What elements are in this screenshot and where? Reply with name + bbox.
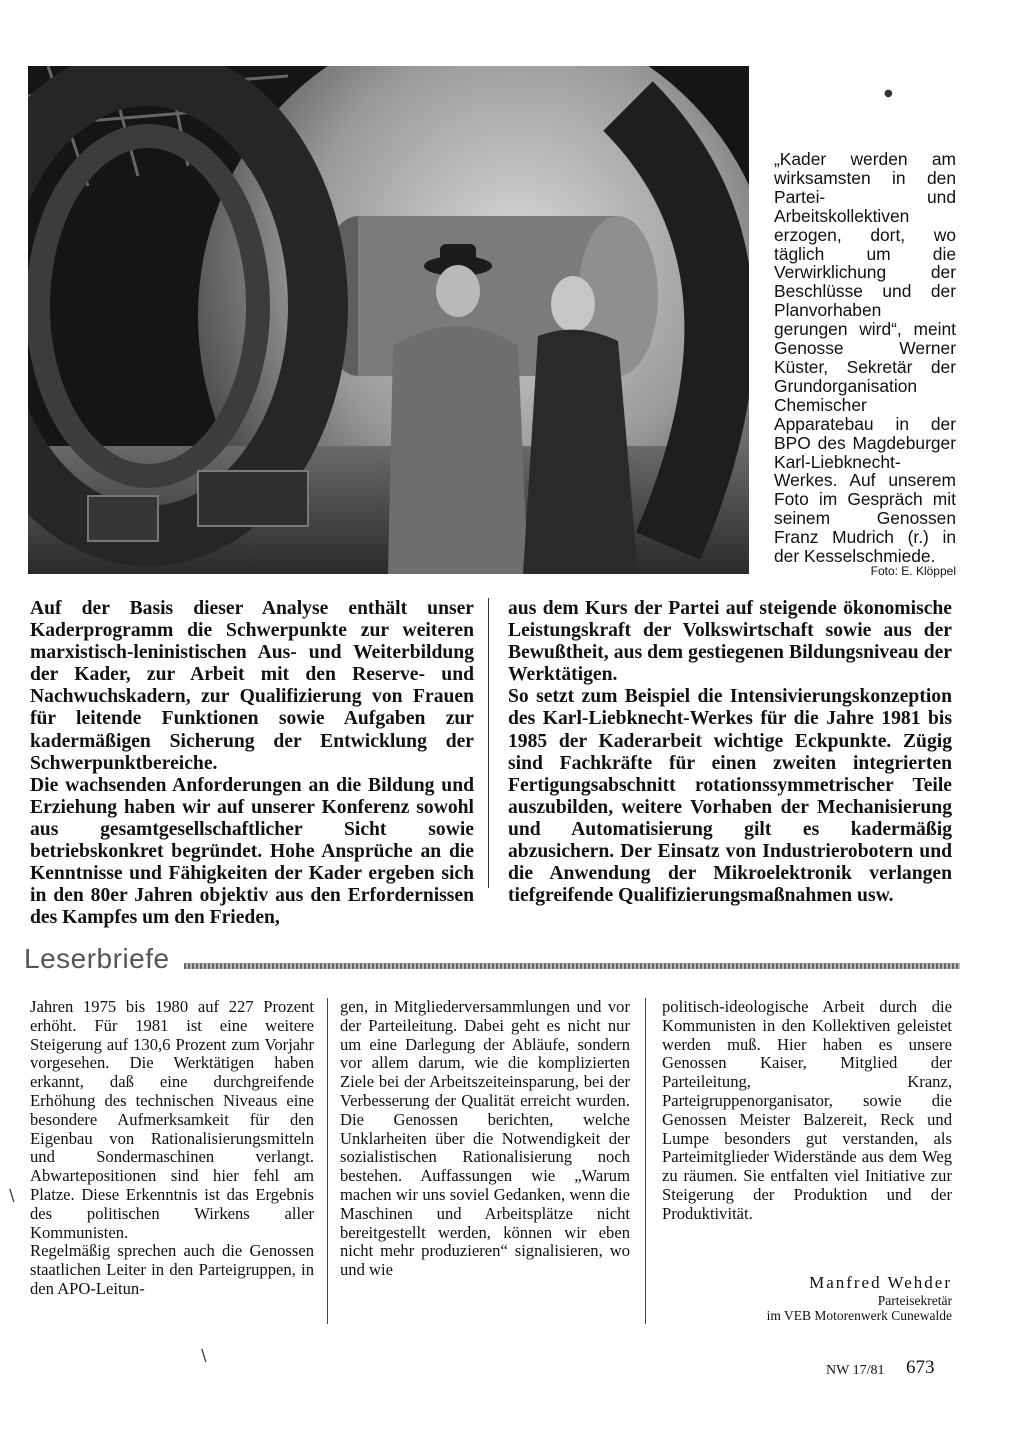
photo-icon [28, 66, 749, 574]
section-rule [184, 963, 960, 969]
section-title-leserbriefe: Leserbriefe [24, 943, 170, 974]
photo-credit: Foto: E. Klöppel [870, 564, 956, 578]
letter-signature [662, 1273, 952, 1323]
letter-paragraph: gen, in Mitgliederversammlungen und vor der Parteileitung. Dabei geht es nicht nur um eine Darlegung der Abläufe, sondern vor allem darum, wie die komplizierten Ziele bei der Arbeitszeiteinsparung, bei der Verbesserung der Qualität erreicht wurden. Die Genossen berichten, welche Unklarheiten über die Notwendigkeit der sozialistischen Rationalisierung noch bestehen. Auffassungen wie „Warum machen wir uns soviel Gedanken, wenn die Maschinen und Arbeitsplätze nicht bereitgestellt werden, können wir eben nicht mehr produzieren“ signalisieren, wo und wie [340, 997, 630, 1280]
print-mark-dot: ● [884, 88, 893, 99]
column-divider [645, 998, 646, 1324]
letter-column-1 [30, 998, 314, 1299]
print-mark-stroke: ∖ [6, 1186, 17, 1205]
column-divider [327, 998, 328, 1324]
photo-caption: „Kader werden am wirksamsten in den Partei- und Arbeitskollektiven erzogen, dort, wo täglich um die Verwirklichung der Beschlüsse und der Planvorhaben gerungen wird“, meint Genosse Werner Küster, Sekretär der Grundorganisation Chemischer Apparatebau in der BPO des Magdeburger Karl-Liebknecht-Werkes. Auf unserem Foto im Gespräch mit seinem Genossen Franz Mudrich (r.) in der Kesselschmiede. [774, 149, 956, 567]
article-paragraph: aus dem Kurs der Partei auf steigende ökonomische Leistungskraft der Volkswirtschaft sowie aus der Bewußtheit, aus dem gestiegenen Bildungsniveau der Werktätigen. [508, 598, 952, 686]
author-role: Parteisekretär [877, 1293, 952, 1308]
page-number: 673 [906, 1357, 935, 1378]
letter-column-3 [662, 998, 952, 1224]
letter-paragraph: politisch-ideologische Arbeit durch die Kommunisten in den Kollektiven geleistet werden muß. Hier haben es unsere Genossen Kaiser, Mitglied der Parteileitung, Kranz, Parteigruppenorganisator, sowie die Genossen Meister Balzereit, Reck und Lumpe besonders gut verstanden, als Parteimitglieder Widerstände aus dem Weg zu räumen. Sie entfalten viel Initiative zur Steigerung der Produktion und der Produktivität. [662, 997, 952, 1223]
letter-paragraph: Jahren 1975 bis 1980 auf 227 Prozent erhöht. Für 1981 ist eine weitere Steigerung auf 130,6 Prozent zum Vorjahr vorgesehen. Die Werktätigen haben erkannt, daß eine durchgreifende Erhöhung des technischen Niveaus eine besondere Aufmerksamkeit für den Eigenbau von Rationalisierungsmitteln und Sondermaschinen verlangt. Abwartepositionen sind hier fehl am Platze. Diese Erkenntnis ist das Ergebnis des politischen Wirkens aller Kommunisten. [30, 997, 314, 1242]
article-column-left [30, 598, 474, 929]
column-divider [488, 598, 489, 888]
issue-number: NW 17/81 [826, 1363, 885, 1378]
author-organisation: im VEB Motorenwerk Cunewalde [766, 1308, 952, 1323]
photo-kesselschmiede [28, 66, 749, 574]
letter-paragraph: Regelmäßig sprechen auch die Genossen staatlichen Leiter in den Parteigruppen, in den APO-Leitun- [30, 1241, 314, 1298]
article-paragraph: Die wachsenden Anforderungen an die Bildung und Erziehung haben wir auf unserer Konferenz sowohl aus gesamtgesellschaftlicher Sicht sowie betriebskonkret begründet. Hohe Ansprüche an die Kenntnisse und Fähigkeiten der Kader ergeben sich in den 80er Jahren objektiv aus den Erfordernissen des Kampfes um den Frieden, [30, 774, 474, 929]
article-paragraph: Auf der Basis dieser Analyse enthält unser Kaderprogramm die Schwerpunkte zur weiteren marxistisch-leninistischen Aus- und Weiterbildung der Kader, zur Arbeit mit den Reserve- und Nachwuchskadern, zur Qualifizierung von Frauen für leitende Funktionen sowie Aufgaben zur kadermäßigen Sicherung der Entwicklung der Schwerpunktbereiche. [30, 598, 474, 774]
article-paragraph: So setzt zum Beispiel die Intensivierungskonzeption des Karl-Liebknecht-Werkes für die Jahre 1981 bis 1985 der Kaderarbeit wichtige Eckpunkte. Zügig sind Fachkräfte für einen zweiten integrierten Fertigungsabschnitt rotationssymmetrischer Teile auszubilden, weitere Vorhaben der Mechanisierung und Automatisierung gilt es kadermäßig abzusichern. Der Einsatz von Industrierobotern und die Anwendung der Mikroelektronik verlangen tiefgreifende Qualifizierungsmaßnahmen usw. [508, 686, 952, 907]
author-name: Manfred Wehder [809, 1273, 952, 1292]
letter-column-2 [340, 998, 630, 1280]
print-mark-stroke: ∖ [198, 1346, 209, 1365]
article-column-right [508, 598, 952, 907]
